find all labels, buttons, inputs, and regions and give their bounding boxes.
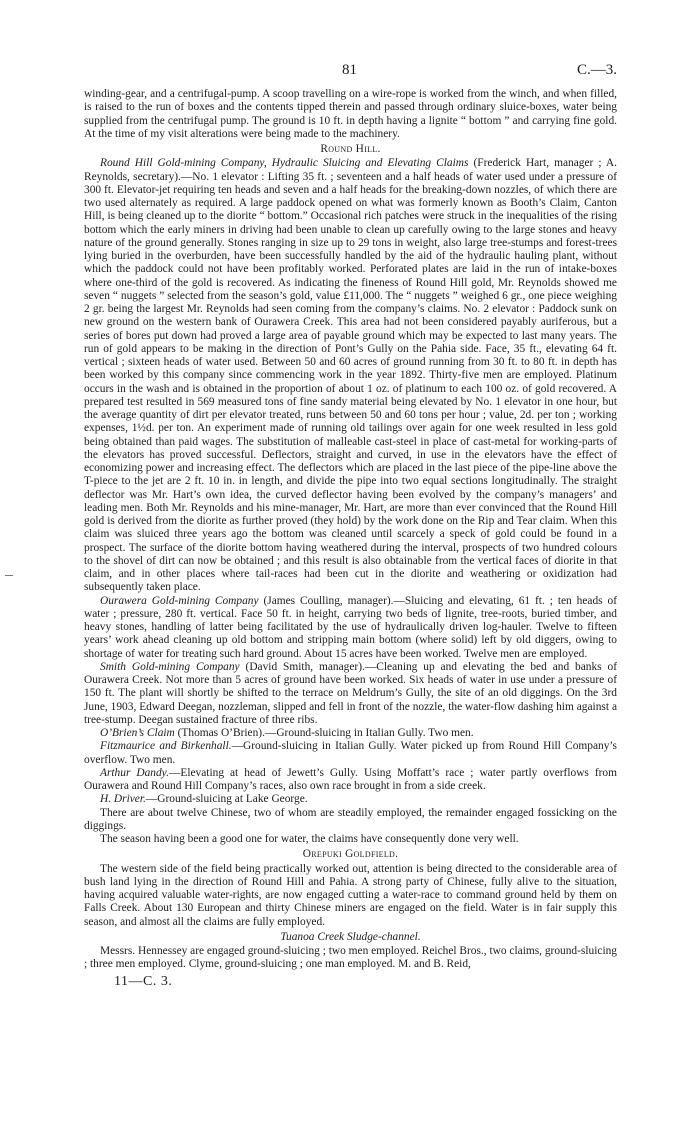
- entry-text: —Ground-sluicing in Italian Gully. Water picked up from Round Hill Company’s overflow. Two men.: [84, 740, 617, 766]
- page-signature: 11—C. 3.: [114, 973, 173, 989]
- entry-paragraph: [84, 767, 617, 794]
- closing-paragraph: There are about twelve Chinese, two of whom are steadily employed, the remainder engaged fossicking on the diggings.: [84, 806, 617, 832]
- orepuki-paragraph: The western side of the field being practically worked out, attention is being directed to the considerable area of bush land lying in the direction of Round Hill and Pahia. A strong party of Chinese, fully alive to the situation, having acquired valuable water-rights, are now engaged cutting a water-race to command ground held by them on Falls Creek. About 130 European and thirty Chinese miners are engaged on the field. Water is in fair supply this season, and almost all the claims are fully employed.: [84, 862, 617, 928]
- entry-text: (Thomas O’Brien).—Ground-sluicing in Italian Gully. Two men.: [174, 727, 474, 739]
- entry-name: Arthur Dandy.: [100, 766, 169, 779]
- entry-name: Round Hill Gold-mining Company, Hydraulic Sluicing and Elevating Claims: [100, 157, 469, 170]
- entry-paragraph: [84, 740, 617, 767]
- entry-name: O’Brien’s Claim: [100, 727, 175, 739]
- entry-text: —Elevating at head of Jewett’s Gully. Using Moffatt’s race ; water partly overflows from Ourawera and Round Hill Company’s races, also own race brought in from a side creek.: [84, 766, 617, 792]
- entry-paragraph: [84, 661, 617, 727]
- entry-paragraph: [84, 157, 617, 594]
- entry-paragraph: [84, 595, 617, 661]
- page-number: 81: [342, 62, 357, 78]
- closing-paragraph: The season having been a good one for water, the claims have consequently done very well.: [100, 833, 519, 845]
- entry-name: H. Driver.: [100, 793, 146, 806]
- entry-paragraph: [84, 793, 617, 806]
- entry-text: (David Smith, manager).—Cleaning up and elevating the bed and banks of Ourawera Creek. Not more than 5 acres of ground have been worked. Six heads of water in use under a pressure of 150 ft. The plant will shortly be shifted to the terrace on Meldrum’s Gully, the site of an old diggings. On the 3rd June, 1903, Edward Deegan, nozzleman, slipped and fell in front of the nozzle, the water-flow dashing him against a tree-stump. Deegan sustained fracture of three ribs.: [84, 660, 617, 726]
- tuanoa-paragraph: Messrs. Hennessey are engaged ground-sluicing ; two men employed. Reichel Bros., two claims, ground-sluicing ; three men employed. Clyme, ground-sluicing ; one man employed. M. and B. Reid,: [84, 945, 617, 971]
- document-code: C.—3.: [576, 62, 617, 78]
- entry-name: Fitzmaurice and Birkenhall.: [100, 740, 232, 753]
- section-heading-tuanoa: Tuanoa Creek Sludge-channel.: [280, 930, 421, 943]
- page-header: [84, 62, 617, 88]
- entry-paragraph: [84, 727, 617, 740]
- entry-text: (Frederick Hart, manager ; A. Reynolds, secretary).—No. 1 elevator : Lifting 35 ft. ; seventeen and a half heads of water used under a pressure of 300 ft. Elevator-jet requiring ten heads and seven and a half heads for the breaking-down nozzles, of which there are two used alternately as required. A large paddock opened on what was formerly known as Booth’s Claim, Canton Hill, is being cleaned up to the diorite “ bottom.” Occasional rich patches were struck in the inequalities of the rising bottom which the early miners in driving had been unable to clean up carefully owing to the large stones and heavy nature of the ground generally. Stones ranging in size up to 29 tons in weight, also large tree-stumps and forest-trees lying buried in the overburden, have been successfully handled by the aid of the hydraulic hauling plant, without which the paddock could not have been profitably worked. Perforated plates are laid in the run of intake-boxes where one-third of the gold is recovered. As indicating the fineness of Round Hill gold, Mr. Reynolds showed me seven “ nuggets ” selected from the season’s gold, value £11,000. The “ nuggets ” weighed 6 gr., one piece weighing 2 gr. being the largest Mr. Reynolds had seen coming from the company’s claims. No. 2 elevator : Paddock sunk on new ground on the western bank of Ourawera Creek. This area had not been considered payably auriferous, but a series of bores put down had proved a large area of payable ground which may be expected to last many years. The run of gold appears to be making in the direction of Pont’s Gully on the Pahia side. Face, 35 ft., elevating 64 ft. vertical ; sixteen heads of water used. Between 50 and 60 acres of ground running from 30 ft. to 80 ft. in depth has been worked by this company since commencing work in the year 1892. Thirty-five men are employed. Platinum occurs in the wash and is obtained in the proportion of about 1 oz. of platinum to each 100 oz. of gold recovered. A prepared test resulted in 569 measured tons of fine sandy material being elevated by No. 1 elevator in one hour, but the average quantity of dirt per elevator treated, runs between 50 and 60 tons per hour ; value, 2d. per ton ; working expenses, 1½d. per ton. An experiment made of running old tailings over again for one week resulted in less gold being obtained than paid wages. The substitution of malleable cast-steel in place of cast-metal for working-parts of the elevators has proved successful. Deflectors, straight and curved, in use in the elevators have the effect of economizing power and increasing effect. The deflectors which are placed in the last piece of the pipe-line above the T-piece to the jet are 2 ft. 10 in. in length, and divide the pipe into two equal sections longitudinally. The straight deflector was Mr. Hart’s own idea, the curved deflector having been evolved by the company’s managers’ and leading men. Both Mr. Reynolds and his mine-manager, Mr. Hart, are more than ever convinced that the Round Hill gold is derived from the diorite as further proved (they hold) by the work done on the Rip and Tear claim. When this claim was sluiced three years ago the bottom was cleaned until scarcely a speck of gold could be found in a prospect. The surface of the diorite bottom having weathered during the interval, prospects of two hundred colours to the shovel of dirt can now be obtained ; and this result is also obtainable from the vertical faces of diorite in that claim, and in other places where tail-races had been cut in the diorite and weathering or oxidization had subsequently taken place.: [84, 157, 617, 594]
- section-heading-round-hill: Round Hill.: [320, 143, 381, 155]
- entry-text: —Ground-sluicing at Lake George.: [145, 793, 308, 806]
- body-text: [84, 88, 617, 972]
- intro-paragraph: winding-gear, and a centrifugal-pump. A scoop travelling on a wire-rope is worked from the winch, and when filled, is raised to the run of boxes and the contents tipped therein and passed through ordinary sluice-boxes, water being supplied from the centrifugal pump. The ground is 10 ft. in depth having a lignite “ bottom ” and carrying fine gold. At the time of my visit alterations were being made to the machinery.: [84, 88, 617, 140]
- entry-name: Ourawera Gold-mining Company: [100, 594, 259, 607]
- section-heading-orepuki: Orepuki Goldfield.: [302, 848, 399, 861]
- margin-mark: [5, 575, 13, 576]
- document-page: [84, 62, 617, 990]
- entry-text: (James Coulling, manager).—Sluicing and elevating, 61 ft. ; ten heads of water ; pressure, 280 ft. vertical. Face 50 ft. in height, carrying two beds of lignite, tree-roots, buried timber, and heavy stones, handling of latter being facilitated by the use of hydraulically driven log-hauler. Twelve to fifteen years’ work ahead cleaning up old bottom and stripping main bottom (where solid) left by old diggers, owing to shortage of water for treating such hard ground. About 15 acres have been worked. Twelve men are employed.: [84, 594, 617, 660]
- entry-name: Smith Gold-mining Company: [100, 660, 240, 673]
